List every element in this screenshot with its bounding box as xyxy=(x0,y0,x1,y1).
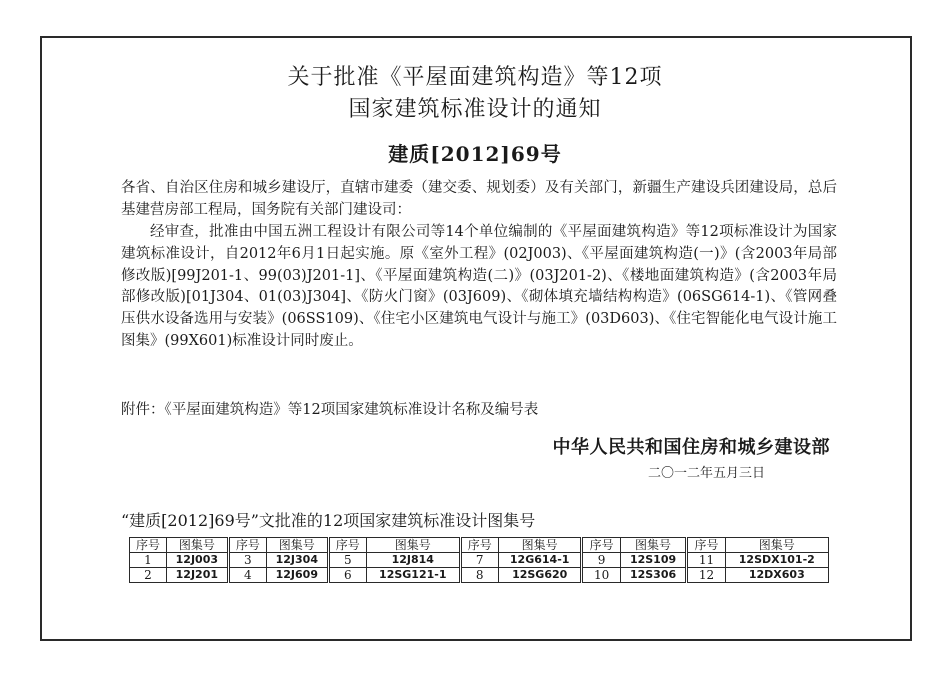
issue-date: 二〇一二年五月三日 xyxy=(647,466,765,481)
row-no: 9 xyxy=(582,553,620,568)
atlas-code: 12SG121-1 xyxy=(366,568,460,583)
notice-title-line1: 关于批准《平屋面建筑构造》等12项 xyxy=(287,65,663,90)
col-header-code: 图集号 xyxy=(167,538,229,553)
atlas-code: 12J609 xyxy=(266,568,328,583)
greeting-paragraph: 各省、自治区住房和城乡建设厅，直辖市建委（建交委、规划委）及有关部门，新疆生产建设兵团建设局，总后基建营房部工程局，国务院有关部门建设司： xyxy=(121,180,837,218)
atlas-code: 12S306 xyxy=(620,568,687,583)
atlas-code: 12DX603 xyxy=(725,568,828,583)
attachment-line: 附件：《平屋面建筑构造》等12项国家建筑标准设计名称及编号表 xyxy=(121,402,539,418)
main-paragraph: 经审查，批准由中国五洲工程设计有限公司等14个单位编制的《平屋面建筑构造》等12项标准设计为国家建筑标准设计，自2012年6月1日起实施。原《室外工程》(02J003)、《平屋面建筑构造(一)》(含2003年局部修改版)[99J201-1、99(03)J201-1]、《平屋面建筑构造(二)》(03J201-2)、《楼地面建筑构造》(含2003年局部修改版)[01J304、01(03)J304]、《防火门窗》(03J609)、《砌体填充墙结构构造》(06SG614-1)、《管网叠压供水设备选用与安装》(06SS109)、《住宅小区建筑电气设计与施工》(03D603)、《住宅智能化电气设计施工图集》(99X601)标准设计同时废止。 xyxy=(121,224,837,349)
table-title: “建质[2012]69号”文批准的12项国家建筑标准设计图集号 xyxy=(121,511,536,530)
row-no: 11 xyxy=(687,553,725,568)
table-row xyxy=(130,553,829,568)
col-header-no: 序号 xyxy=(130,538,167,553)
atlas-code: 12J304 xyxy=(266,553,328,568)
col-header-code: 图集号 xyxy=(266,538,328,553)
atlas-code: 12J814 xyxy=(366,553,460,568)
col-header-code: 图集号 xyxy=(620,538,687,553)
issuer-name: 中华人民共和国住房和城乡建设部 xyxy=(552,437,830,458)
row-no: 2 xyxy=(130,568,167,583)
table-header-row xyxy=(130,538,829,553)
row-no: 6 xyxy=(328,568,366,583)
col-header-no: 序号 xyxy=(460,538,498,553)
col-header-no: 序号 xyxy=(328,538,366,553)
col-header-code: 图集号 xyxy=(725,538,828,553)
row-no: 7 xyxy=(460,553,498,568)
document-number: 建质[2012]69号 xyxy=(388,142,562,166)
atlas-code: 12J201 xyxy=(167,568,229,583)
row-no: 10 xyxy=(582,568,620,583)
row-no: 5 xyxy=(328,553,366,568)
notice-title-line2: 国家建筑标准设计的通知 xyxy=(348,97,602,122)
atlas-code-table xyxy=(129,537,829,583)
atlas-code: 12SDX101-2 xyxy=(725,553,828,568)
atlas-code: 12S109 xyxy=(620,553,687,568)
col-header-no: 序号 xyxy=(687,538,725,553)
row-no: 1 xyxy=(130,553,167,568)
col-header-no: 序号 xyxy=(582,538,620,553)
atlas-code: 12SG620 xyxy=(498,568,582,583)
row-no: 12 xyxy=(687,568,725,583)
col-header-no: 序号 xyxy=(228,538,266,553)
row-no: 3 xyxy=(228,553,266,568)
col-header-code: 图集号 xyxy=(498,538,582,553)
atlas-code: 12J003 xyxy=(167,553,229,568)
atlas-code: 12G614-1 xyxy=(498,553,582,568)
row-no: 4 xyxy=(228,568,266,583)
row-no: 8 xyxy=(460,568,498,583)
col-header-code: 图集号 xyxy=(366,538,460,553)
table-row xyxy=(130,568,829,583)
